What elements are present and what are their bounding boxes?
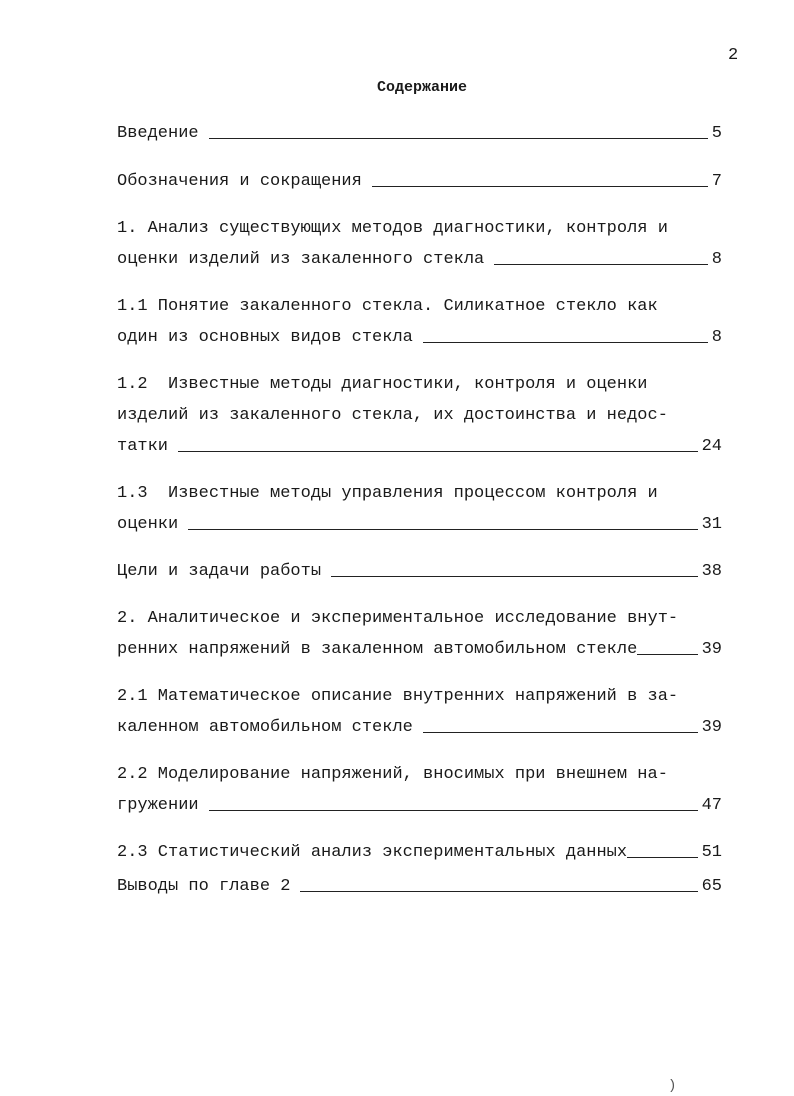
- toc-page-number: 47: [701, 796, 722, 815]
- toc-entry-text: 1.2 Известные методы диагностики, контроля и оценки: [117, 375, 648, 394]
- toc-page-number: 38: [701, 562, 722, 581]
- dot-leader: [494, 263, 708, 265]
- toc-entry-text: каленном автомобильном стекле: [117, 718, 413, 737]
- toc-page-number: 8: [711, 328, 722, 347]
- dot-leader: [627, 856, 698, 858]
- toc-page-number: 39: [701, 718, 722, 737]
- toc-entry-conclusions[interactable]: [117, 877, 722, 896]
- toc-entry-chapter-2[interactable]: [117, 609, 722, 628]
- dot-leader: [423, 731, 698, 733]
- page-number: 2: [728, 46, 739, 65]
- toc-entry-section-1-2[interactable]: [117, 375, 722, 394]
- toc-entry-introduction[interactable]: [117, 124, 722, 143]
- dot-leader: [637, 653, 697, 655]
- toc-page-number: 24: [701, 437, 722, 456]
- toc-entry-text: Выводы по главе 2: [117, 877, 291, 896]
- toc-entry-text: 2.2 Моделирование напряжений, вносимых при внешнем на-: [117, 765, 668, 784]
- toc-entry-section-2-2-cont[interactable]: [117, 796, 722, 815]
- toc-entry-text: 1.3 Известные методы управления процессом контроля и: [117, 484, 658, 503]
- dot-leader: [372, 185, 708, 187]
- toc-entry-text: 2. Аналитическое и экспериментальное исследование внут-: [117, 609, 679, 628]
- toc-page-number: 5: [711, 124, 722, 143]
- toc-entry-chapter-1-cont[interactable]: [117, 250, 722, 269]
- toc-entry-chapter-1[interactable]: [117, 219, 722, 238]
- dot-leader: [300, 890, 697, 892]
- toc-entry-text: оценки: [117, 515, 179, 534]
- toc-entry-text: изделий из закаленного стекла, их достоинства и недос-: [117, 406, 668, 425]
- dot-leader: [423, 341, 708, 343]
- toc-entry-abbreviations[interactable]: [117, 172, 722, 191]
- toc-page-number: 65: [701, 877, 722, 896]
- dot-leader: [331, 575, 698, 577]
- toc-entry-text: татки: [117, 437, 169, 456]
- toc-entry-chapter-2-cont[interactable]: [117, 640, 722, 659]
- toc-entry-text: Цели и задачи работы: [117, 562, 322, 581]
- toc-entry-text: оценки изделий из закаленного стекла: [117, 250, 485, 269]
- toc-page-number: 7: [711, 172, 722, 191]
- toc-entry-text: 2.3 Статистический анализ экспериментальных данных: [117, 843, 628, 862]
- toc-entry-section-1-1[interactable]: [117, 297, 722, 316]
- dot-leader: [209, 809, 698, 811]
- toc-entry-text: 1.1 Понятие закаленного стекла. Силикатное стекло как: [117, 297, 658, 316]
- toc-entry-text: ренних напряжений в закаленном автомобильном стекле: [117, 640, 638, 659]
- dot-leader: [209, 137, 708, 139]
- toc-entry-text: один из основных видов стекла: [117, 328, 413, 347]
- scan-artifact: ): [668, 1078, 677, 1094]
- dot-leader: [188, 528, 697, 530]
- toc-entry-text: Обозначения и сокращения: [117, 172, 362, 191]
- dot-leader: [178, 450, 698, 452]
- toc-entry-section-1-3-cont[interactable]: [117, 515, 722, 534]
- toc-page-number: 39: [701, 640, 722, 659]
- toc-page-number: 8: [711, 250, 722, 269]
- toc-entry-text: 1. Анализ существующих методов диагностики, контроля и: [117, 219, 668, 238]
- page-title: Содержание: [376, 79, 467, 96]
- toc-entry-section-2-1-cont[interactable]: [117, 718, 722, 737]
- toc-entry-section-2-2[interactable]: [117, 765, 722, 784]
- toc-entry-text: гружении: [117, 796, 199, 815]
- toc-entry-section-1-2-cont[interactable]: [117, 406, 722, 425]
- toc-entry-text: 2.1 Математическое описание внутренних напряжений в за-: [117, 687, 679, 706]
- toc-entry-text: Введение: [117, 124, 199, 143]
- toc-entry-section-1-3[interactable]: [117, 484, 722, 503]
- toc-entry-section-2-1[interactable]: [117, 687, 722, 706]
- toc-page-number: 51: [701, 843, 722, 862]
- toc-entry-section-2-3[interactable]: [117, 843, 722, 862]
- toc-page-number: 31: [701, 515, 722, 534]
- toc-entry-section-1-2-cont2[interactable]: [117, 437, 722, 456]
- toc-entry-section-1-1-cont[interactable]: [117, 328, 722, 347]
- toc-entry-goals[interactable]: [117, 562, 722, 581]
